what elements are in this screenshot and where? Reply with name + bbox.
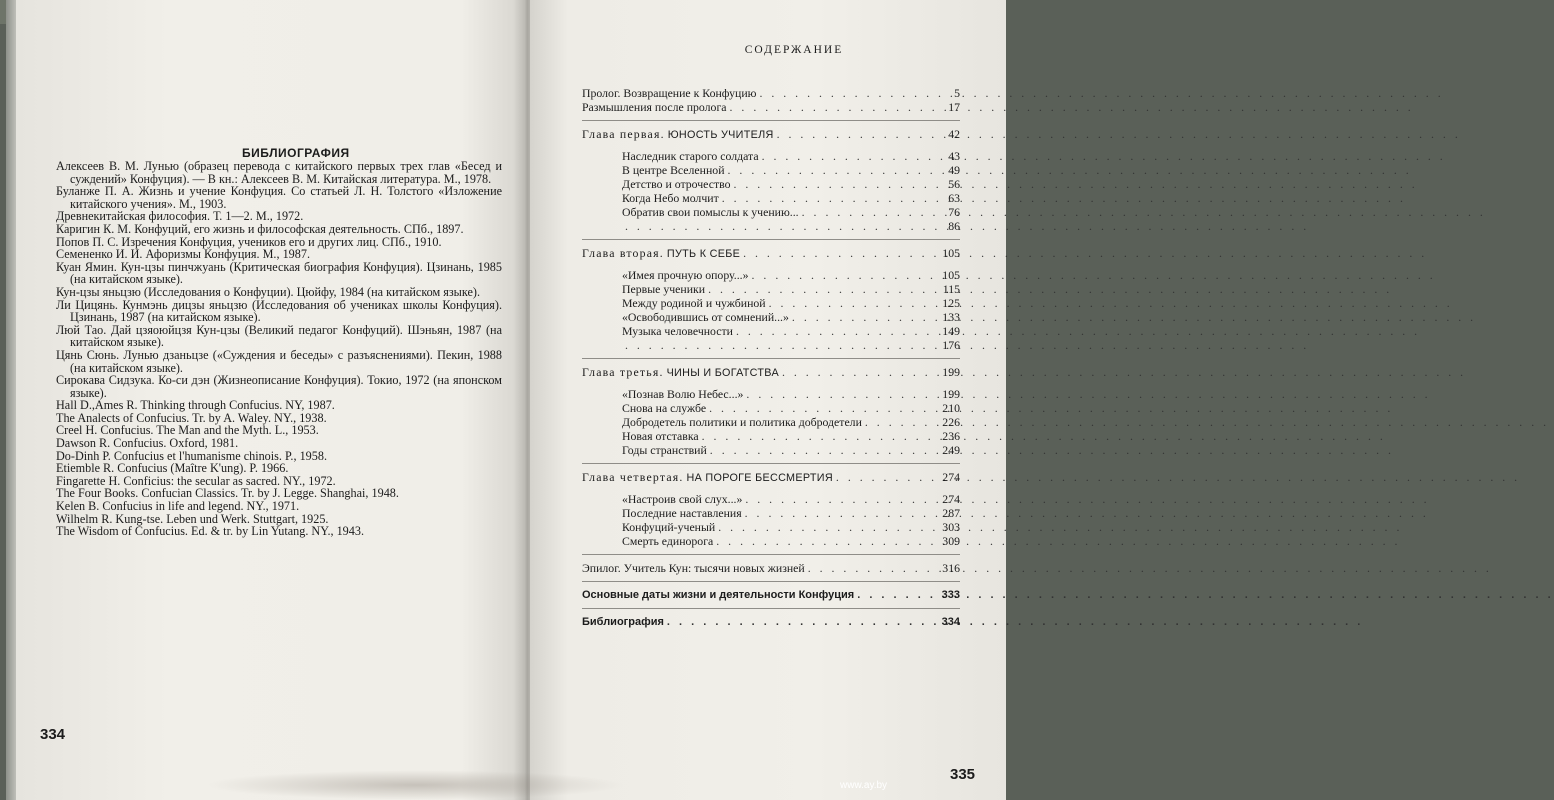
toc-entry-text: Снова на службе [622, 401, 707, 415]
toc-entry-text: Между родиной и чужбиной [622, 296, 766, 310]
toc-page-number: 334 [941, 616, 960, 628]
bibliography-entry: Do-Dinh P. Confucius et l'humanisme chinois. P., 1958. [56, 448, 327, 463]
toc-section-entry [582, 149, 960, 163]
toc-entry-label [622, 282, 705, 296]
toc-leader-dots [725, 163, 938, 177]
toc-section-entry [582, 338, 960, 352]
toc-entry-label [622, 310, 789, 324]
toc-page-number: 5 [954, 86, 960, 100]
toc-chapter-heading [582, 365, 960, 379]
toc-entry-text: Годы странствий [622, 443, 707, 457]
toc-entry-label [582, 588, 854, 602]
bibliography-entry: Куан Ямин. Кун-цзы пинчжуань (Критическая биография Конфуция). Цзинань, 1985 (на китайском языке). [56, 259, 502, 287]
toc-entry-label [582, 615, 664, 629]
toc-section-entry [582, 219, 960, 233]
bibliography-entry: The Wisdom of Confucius. Ed. & tr. by Lin Yutang. NY., 1943. [56, 524, 365, 539]
chapter-name: ЮНОСТЬ УЧИТЕЛЯ [667, 129, 774, 141]
toc-entry-text: Добродетель политики и политика добродетели [622, 415, 862, 429]
toc-section-entry [582, 282, 960, 296]
toc-entry-label [622, 415, 862, 429]
toc-entry-label [622, 443, 707, 457]
bibliography-entry: Hall D.,Ames R. Thinking through Confucius. NY, 1987. [56, 398, 335, 413]
toc-entry-label [582, 561, 805, 575]
toc-entry-label [622, 296, 766, 310]
toc-leader-dots [756, 86, 938, 100]
toc-leader-dots [805, 561, 938, 575]
toc-leader-dots [705, 282, 938, 296]
chapter-name: ПУТЬ К СЕБЕ [666, 248, 741, 260]
toc-entry-label [622, 177, 731, 191]
toc-entry-label [622, 387, 743, 401]
toc-leader-dots [759, 149, 938, 163]
toc-page-number: 274 [942, 492, 960, 506]
bibliography-entry: Creel H. Confucius. The Man and the Myth. L., 1953. [56, 423, 319, 438]
toc-chapter-heading [582, 470, 960, 484]
toc-entry-label [622, 534, 713, 548]
toc-section-entry [582, 268, 960, 282]
bibliography-entry: The Analects of Confucius. Tr. by A. Waley. NY., 1938. [56, 410, 327, 425]
toc-page-number: 287 [942, 506, 960, 520]
right-page [530, 0, 1006, 800]
toc-entry-label [622, 324, 733, 338]
toc-leader-dots [733, 324, 938, 338]
section-divider [582, 581, 960, 582]
toc-page-number: 86 [948, 219, 960, 233]
toc-section-entry [582, 429, 960, 443]
toc-entry-text: Обратив свои помыслы к учению... [622, 205, 799, 219]
chapter-name: ЧИНЫ И БОГАТСТВА [666, 367, 779, 379]
bibliography-entry: Fingarette H. Conficius: the secular as sacred. NY., 1972. [56, 473, 336, 488]
toc-entry-text: Смерть единорога [622, 534, 714, 548]
toc-section-entry [582, 401, 960, 415]
toc-entry-text: «Освободившись от сомнений...» [622, 310, 789, 324]
toc-prolog-entry [582, 100, 960, 114]
bibliography-entry: Dawson R. Confucius. Oxford, 1981. [56, 436, 239, 451]
section-divider [582, 239, 960, 240]
toc-leader-dots [664, 615, 938, 629]
toc-entry-text: «Настроив свой слух...» [622, 492, 743, 506]
toc-entry-label [582, 470, 833, 485]
toc-entry-label [622, 401, 706, 415]
toc-section-entry [582, 310, 960, 324]
toc-page-number: 133 [942, 310, 960, 324]
bibliography-entry: Цянь Сюнь. Лунью дзаньцзе («Суждения и беседы» с разъяснениями). Пекин, 1988 (на китайском языке). [56, 347, 502, 375]
table-of-contents [582, 86, 960, 629]
toc-page-number: 105 [942, 268, 960, 282]
open-book [6, 0, 1000, 800]
toc-entry-text: Новая отставка [622, 429, 699, 443]
toc-section-entry [582, 520, 960, 534]
toc-entry-label [622, 163, 725, 177]
toc-page-number: 115 [942, 282, 960, 296]
toc-entry-text: Размышления после пролога [582, 100, 727, 114]
section-divider [582, 358, 960, 359]
toc-leader-dots [749, 268, 938, 282]
section-divider [582, 463, 960, 464]
toc-leader-dots [779, 365, 938, 379]
bibliography-entry: Каригин К. М. Конфуций, его жизнь и философская деятельность. СПб., 1897. [56, 221, 464, 236]
bibliography-entry: Кун-цзы яньцзю (Исследования о Конфуции). Цюйфу, 1984 (на китайском языке). [56, 284, 480, 299]
toc-section-entry [582, 534, 960, 548]
bibliography-entry: Wilhelm R. Kung-tse. Leben und Werk. Stuttgart, 1925. [56, 511, 329, 526]
hand-shadow [206, 770, 626, 800]
toc-entry-label [582, 246, 740, 261]
toc-leader-dots [731, 177, 939, 191]
toc-entry-label [622, 149, 759, 163]
toc-bibliography-entry [582, 615, 960, 629]
spacer [582, 484, 960, 492]
section-divider [582, 120, 960, 121]
toc-entry-label [622, 268, 749, 282]
toc-page-number: 17 [948, 100, 960, 114]
toc-page-number: 333 [941, 589, 960, 601]
toc-page-number: 176 [942, 338, 960, 352]
toc-entry-label [582, 127, 774, 142]
toc-leader-dots [766, 296, 938, 310]
toc-leader-dots [713, 534, 938, 548]
toc-entry-label [582, 86, 756, 100]
bibliography-entry: Древнекитайская философия. Т. 1—2. М., 1972. [56, 209, 304, 224]
toc-page-number: 125 [942, 296, 960, 310]
left-page-number: 334 [40, 726, 66, 743]
chapter-name: НА ПОРОГЕ БЕССМЕРТИЯ [686, 472, 833, 484]
toc-leader-dots [719, 191, 938, 205]
toc-entry-text: Последние наставления [622, 506, 742, 520]
toc-entry-text: Библиография [582, 616, 664, 628]
left-page [16, 0, 522, 800]
site-watermark: www.ay.by [840, 780, 888, 791]
toc-page-number: 43 [948, 149, 960, 163]
toc-page-number: 63 [948, 191, 960, 205]
contents-title: СОДЕРЖАНИЕ [744, 44, 844, 56]
chapter-prefix: Глава четвертая. [582, 470, 684, 484]
toc-section-entry [582, 177, 960, 191]
bibliography-entry: Сирокава Сидзука. Ко-си дэн (Жизнеописание Конфуция). Токио, 1972 (на японском языке). [56, 373, 502, 400]
toc-page-number: 56 [948, 177, 960, 191]
toc-entry-text: Первые ученики [622, 282, 706, 296]
toc-entry-label [582, 100, 727, 114]
spacer [582, 379, 960, 387]
chapter-prefix: Глава третья. [582, 365, 664, 379]
bibliography-entry: Люй Тао. Дай цзяоюйцзя Кун-цзы (Великий педагог Конфуций). Шэньян, 1987 (на китайском языке). [56, 322, 502, 350]
toc-leader-dots [727, 100, 938, 114]
toc-section-entry [582, 443, 960, 457]
toc-page-number: 303 [942, 520, 960, 534]
bibliography-entry: Буланже П. А. Жизнь и учение Конфуция. Со статьей Л. Н. Толстого «Изложение китайского учения». М., 1903. [56, 184, 502, 211]
toc-page-number: 199 [942, 387, 960, 401]
toc-page-number: 309 [942, 534, 960, 548]
toc-leader-dots [707, 443, 938, 457]
toc-entry-label [622, 191, 719, 205]
bibliography-entry: Kelen B. Confucius in life and legend. NY., 1971. [56, 499, 300, 514]
toc-page-number: 236 [942, 429, 960, 443]
toc-page-number: 316 [942, 561, 960, 575]
toc-epilog-entry [582, 561, 960, 575]
toc-leader-dots [699, 429, 938, 443]
toc-section-entry [582, 324, 960, 338]
right-page-number: 335 [950, 766, 976, 783]
toc-page-number: 249 [942, 443, 960, 457]
section-divider [582, 608, 960, 609]
toc-section-entry [582, 191, 960, 205]
toc-leader-dots [862, 415, 938, 429]
toc-entry-text: Когда Небо молчит [622, 191, 719, 205]
bibliography-entry: Попов П. С. Изречения Конфуция, учеников его и других лиц. СПб., 1910. [56, 234, 442, 249]
toc-page-number: 149 [942, 324, 960, 338]
bibliography-entry: Etiemble R. Confucius (Maître K'ung). P. 1966. [56, 461, 289, 476]
toc-page-number: 199 [942, 365, 960, 379]
toc-page-number: 42 [948, 127, 960, 141]
chapter-prefix: Глава первая. [582, 127, 665, 141]
toc-page-number: 274 [942, 470, 960, 484]
toc-leader-dots [743, 387, 938, 401]
toc-entry-text: «Имея прочную опору...» [622, 268, 749, 282]
toc-leader-dots [789, 310, 938, 324]
toc-leader-dots [622, 219, 938, 233]
bibliography-list [56, 160, 502, 538]
toc-entry-label [582, 365, 779, 380]
toc-chapter-heading [582, 246, 960, 260]
toc-entry-text: Детство и отрочество [622, 177, 731, 191]
toc-leader-dots [740, 246, 938, 260]
chapter-prefix: Глава вторая. [582, 246, 664, 260]
bibliography-entry: Ли Цицянь. Кунмэнь дицзы яньцзю (Исследования об учениках школы Конфуция). Цзинань, 1987 (на китайском языке). [56, 297, 502, 325]
toc-leader-dots [715, 520, 938, 534]
toc-leader-dots [742, 492, 938, 506]
toc-leader-dots [622, 338, 938, 352]
toc-section-entry [582, 205, 960, 219]
toc-entry-label [622, 506, 742, 520]
toc-entry-label [622, 205, 799, 219]
toc-entry-text: «Познав Волю Небес...» [622, 387, 744, 401]
toc-section-entry [582, 163, 960, 177]
toc-page-number: 105 [942, 246, 960, 260]
toc-prolog-entry [582, 86, 960, 100]
toc-leader-dots [854, 588, 938, 602]
toc-entry-text: Эпилог. Учитель Кун: тысячи новых жизней [582, 561, 805, 575]
spacer [582, 260, 960, 268]
toc-section-entry [582, 387, 960, 401]
toc-section-entry [582, 296, 960, 310]
toc-page-number: 210 [942, 401, 960, 415]
toc-entry-text: Пролог. Возвращение к Конфуцию [582, 86, 757, 100]
toc-leader-dots [774, 127, 938, 141]
toc-leader-dots [799, 205, 938, 219]
toc-entry-text: В центре Вселенной [622, 163, 725, 177]
toc-leader-dots [706, 401, 938, 415]
toc-leader-dots [833, 470, 938, 484]
toc-entry-label [622, 520, 715, 534]
spacer [582, 141, 960, 149]
bibliography-title: БИБЛИОГРАФИЯ [242, 146, 350, 160]
toc-dates-entry [582, 588, 960, 602]
toc-entry-label [622, 429, 699, 443]
toc-page-number: 49 [948, 163, 960, 177]
toc-entry-label [622, 492, 742, 506]
toc-entry-text: Наследник старого солдата [622, 149, 759, 163]
section-divider [582, 554, 960, 555]
toc-section-entry [582, 506, 960, 520]
toc-entry-text: Конфуций-ученый [622, 520, 716, 534]
bibliography-entry: Семененко И. И. Афоризмы Конфуция. М., 1987. [56, 247, 310, 262]
toc-section-entry [582, 492, 960, 506]
bibliography-entry: The Four Books. Confucian Classics. Tr. by J. Legge. Shanghai, 1948. [56, 486, 399, 501]
toc-entry-text: Музыка человечности [622, 324, 733, 338]
toc-leader-dots [742, 506, 938, 520]
toc-chapter-heading [582, 127, 960, 141]
toc-entry-text: Основные даты жизни и деятельности Конфуция [582, 589, 855, 601]
toc-page-number: 76 [948, 205, 960, 219]
bibliography-entry: Алексеев В. М. Лунью (образец перевода с китайского первых трех глав «Бесед и суждений» Конфуция). — В кн.: Алексеев В. М. Китайская литература. М., 1978. [56, 159, 502, 186]
toc-section-entry [582, 415, 960, 429]
toc-page-number: 226 [942, 415, 960, 429]
